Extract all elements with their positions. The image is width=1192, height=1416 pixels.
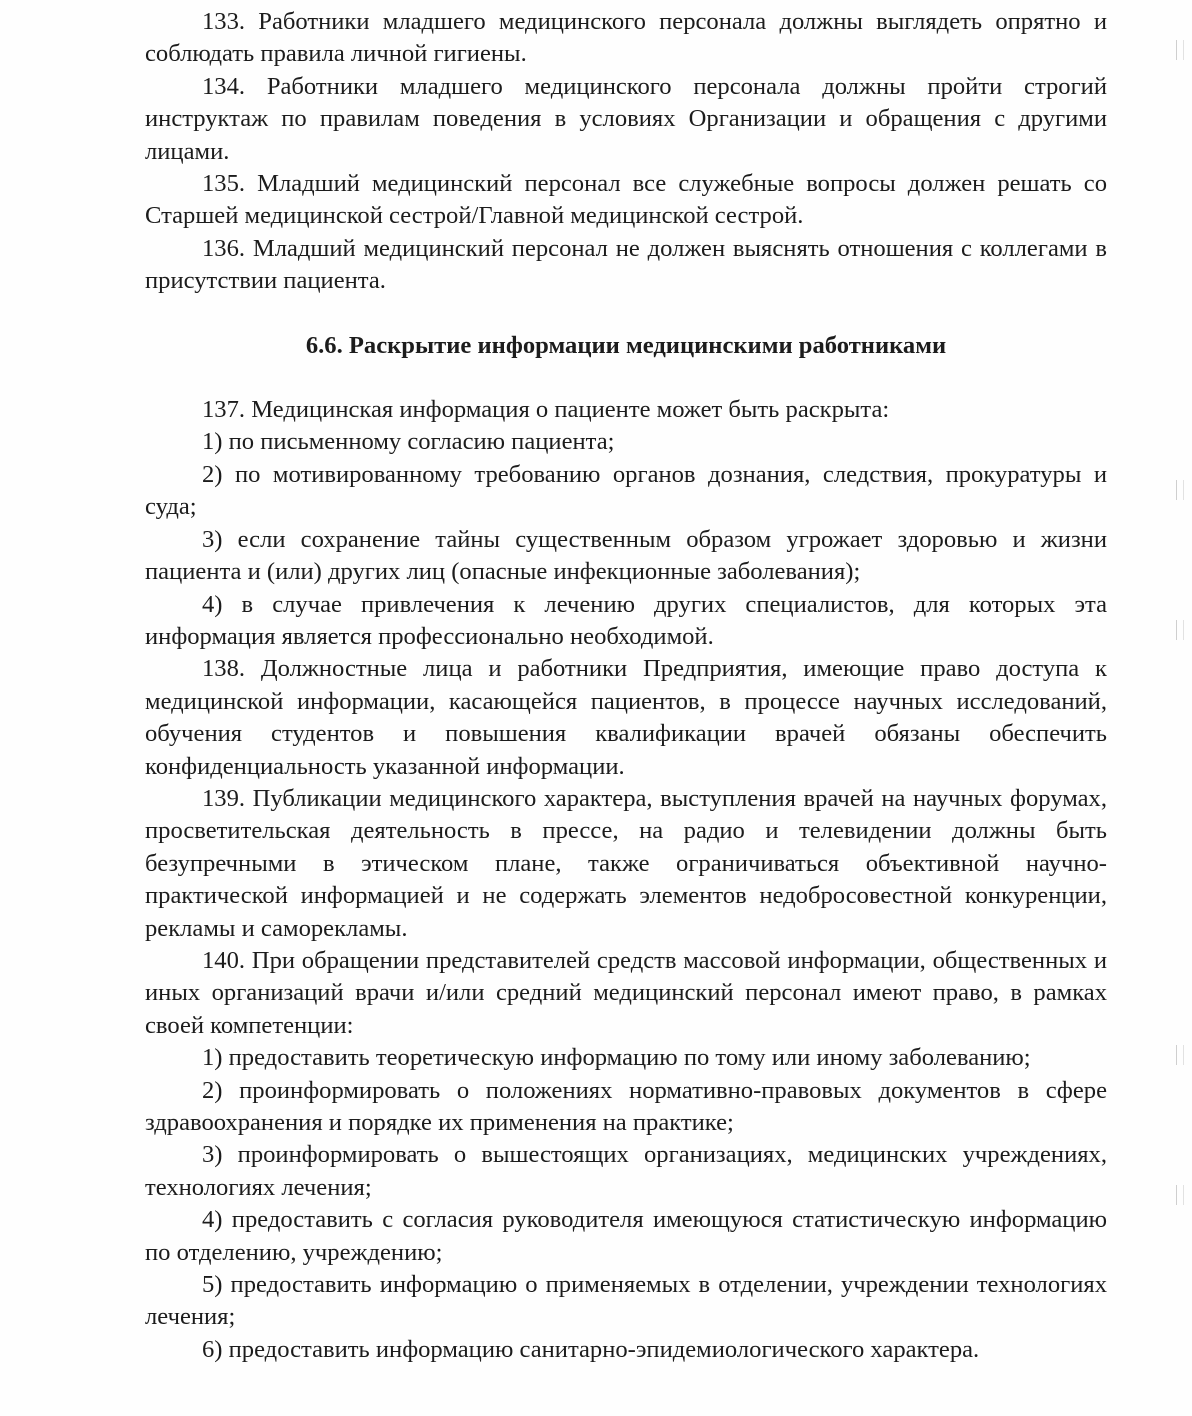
paragraph-133: 133. Работники младшего медицинского персонала должны выглядеть опрятно и соблюдать правила личной гигиены. — [145, 8, 1107, 68]
scan-edge-mark — [1176, 1045, 1184, 1065]
paragraph-134: 134. Работники младшего медицинского персонала должны пройти строгий инструктаж по правилам поведения в условиях Организации и обращения с другими лицами. — [145, 72, 1107, 165]
scan-edge-mark — [1176, 40, 1184, 60]
paragraph-140: 140. При обращении представителей средств массовой информации, общественных и иных организаций врачи и/или средний медицинский персонал имеют право, в рамках своей компетенции: — [145, 946, 1107, 1039]
paragraph-139: 139. Публикации медицинского характера, выступления врачей на научных форумах, просветительская деятельность в прессе, на радио и телевидении должны быть безупречными в этическом плане, также ограничиваться объективной научно-практической информацией и не содержать элементов недобросовестной конкуренции, рекламы и саморекламы. — [145, 784, 1107, 942]
paragraph-135: 135. Младший медицинский персонал все служебные вопросы должен решать со Старшей медицинской сестрой/Главной медицинской сестрой. — [145, 170, 1107, 230]
list-item-137-3: 3) если сохранение тайны существенным образом угрожает здоровью и жизни пациента и (или) других лиц (опасные инфекционные заболевания); — [145, 525, 1107, 586]
paragraph-136: 136. Младший медицинский персонал не должен выяснять отношения с коллегами в присутствии пациента. — [145, 234, 1107, 295]
scan-edge-mark — [1176, 620, 1184, 640]
list-item-140-3: 3) проинформировать о вышестоящих организациях, медицинских учреждениях, технологиях лечения; — [145, 1141, 1107, 1201]
list-item-140-6: 6) предоставить информацию санитарно-эпидемиологического характера. — [202, 1335, 980, 1363]
list-item-137-1: 1) по письменному согласию пациента; — [202, 428, 615, 456]
document-body — [145, 6, 1107, 1366]
list-item-140-2: 2) проинформировать о положениях нормативно-правовых документов в сфере здравоохранения и порядке их применения на практике; — [145, 1076, 1107, 1136]
paragraph-137: 137. Медицинская информация о пациенте может быть раскрыта: — [202, 396, 890, 424]
list-item-137-4: 4) в случае привлечения к лечению других специалистов, для которых эта информация является профессионально необходимой. — [145, 590, 1107, 650]
list-item-140-4: 4) предоставить с согласия руководителя имеющуюся статистическую информацию по отделению, учреждению; — [145, 1206, 1107, 1266]
scan-edge-mark — [1176, 1185, 1184, 1205]
list-item-140-5: 5) предоставить информацию о применяемых в отделении, учреждении технологиях лечения; — [145, 1271, 1107, 1331]
scan-edge-mark — [1176, 480, 1184, 500]
section-heading: 6.6. Раскрытие информации медицинскими работниками — [305, 331, 947, 359]
list-item-137-2: 2) по мотивированному требованию органов дознания, следствия, прокуратуры и суда; — [145, 460, 1107, 521]
paragraph-138: 138. Должностные лица и работники Предприятия, имеющие право доступа к медицинской информации, касающейся пациентов, в процессе научных исследований, обучения студентов и повышения квалификации врачей обязаны обеспечить конфиденциальность указанной информации. — [145, 655, 1107, 780]
list-item-140-1: 1) предоставить теоретическую информацию по тому или иному заболеванию; — [202, 1044, 1031, 1072]
